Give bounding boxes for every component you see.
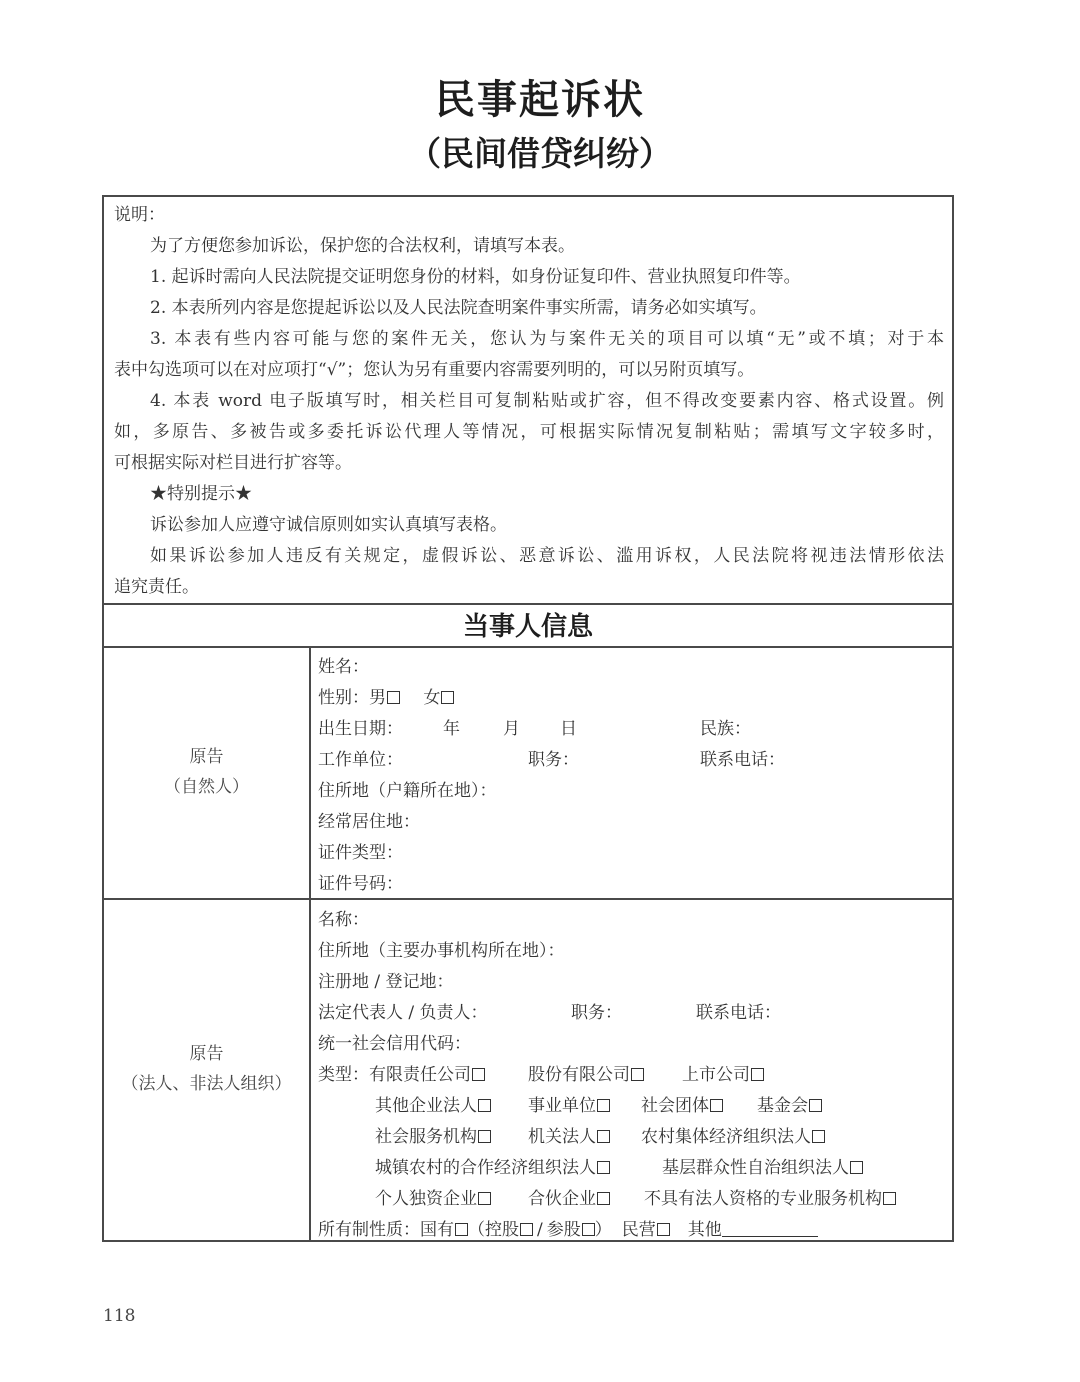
type-social-group-label: 社会团体 xyxy=(641,1096,709,1116)
party-label-legal-sub: （法人、非法人组织） xyxy=(121,1074,292,1094)
type-llc-label: 有限责任公司 xyxy=(369,1065,471,1085)
ownership-participating-checkbox[interactable] xyxy=(582,1223,595,1236)
party-label-legal xyxy=(104,1039,309,1099)
ownership-controlling-checkbox[interactable] xyxy=(520,1223,533,1236)
type-sole-proprietorship xyxy=(375,1184,491,1209)
type-urban-rural-coop-checkbox[interactable] xyxy=(597,1161,610,1174)
type-grassroots xyxy=(662,1153,863,1178)
page-number: 118 xyxy=(103,1306,136,1326)
instructions-item-3a: 3. 本表有些内容可能与您的案件无关，您认为与案件无关的项目可以填“无”或不填；对于本 xyxy=(150,329,944,349)
type-urban-rural-coop-label: 城镇农村的合作经济组织法人 xyxy=(375,1158,596,1178)
type-joint-stock-label: 股份有限公司 xyxy=(528,1065,630,1085)
ownership-state-checkbox[interactable] xyxy=(455,1223,468,1236)
legal-phone-field[interactable]: 联系电话： xyxy=(696,1003,781,1023)
type-public-institution-checkbox[interactable] xyxy=(597,1099,610,1112)
ownership-close-paren: ） xyxy=(594,1220,612,1240)
type-professional-service-label: 不具有法人资格的专业服务机构 xyxy=(644,1189,882,1209)
instructions-heading: 说明： xyxy=(114,205,165,225)
type-government-checkbox[interactable] xyxy=(597,1130,610,1143)
column-divider xyxy=(309,900,311,1242)
ownership-label: 所有制性质： xyxy=(318,1220,420,1240)
legal-credit-code-field[interactable]: 统一社会信用代码： xyxy=(318,1034,471,1054)
type-partnership xyxy=(528,1184,610,1209)
party-label-natural-sub: （自然人） xyxy=(164,777,249,797)
natural-domicile-field[interactable]: 住所地（户籍所在地）： xyxy=(318,781,497,801)
legal-domicile-field[interactable]: 住所地（主要办事机构所在地）： xyxy=(318,941,565,961)
natural-id-number-field[interactable]: 证件号码： xyxy=(318,874,403,894)
instructions-item-4a: 4. 本表 word 电子版填写时，相关栏目可复制粘贴或扩容，但不得改变要素内容、格式设置。例 xyxy=(150,391,944,411)
type-public-institution xyxy=(528,1091,610,1116)
special-notice-1: 诉讼参加人应遵守诚信原则如实认真填写表格。 xyxy=(150,515,507,535)
type-social-service xyxy=(375,1122,491,1147)
type-other-enterprise-label: 其他企业法人 xyxy=(375,1096,477,1116)
type-social-group-checkbox[interactable] xyxy=(710,1099,723,1112)
ownership-controlling-label: 控股 xyxy=(485,1220,519,1240)
legal-type-row-1 xyxy=(318,1060,485,1085)
type-social-service-label: 社会服务机构 xyxy=(375,1127,477,1147)
section-title: 当事人信息 xyxy=(462,612,593,642)
type-social-service-checkbox[interactable] xyxy=(478,1130,491,1143)
type-foundation xyxy=(757,1091,822,1116)
birth-year-label: 年 xyxy=(443,719,460,739)
type-label: 类型： xyxy=(318,1065,369,1085)
birth-month-label: 月 xyxy=(503,719,520,739)
legal-registration-field[interactable]: 注册地 / 登记地： xyxy=(318,972,454,992)
type-listed-label: 上市公司 xyxy=(682,1065,750,1085)
type-public-institution-label: 事业单位 xyxy=(528,1096,596,1116)
instructions-item-2: 2. 本表所列内容是您提起诉讼以及人民法院查明案件事实所需，请务必如实填写。 xyxy=(150,298,767,318)
form-frame xyxy=(102,195,954,1242)
type-joint-stock xyxy=(528,1060,644,1085)
type-rural-collective-label: 农村集体经济组织法人 xyxy=(641,1127,811,1147)
divider xyxy=(104,646,952,648)
type-listed xyxy=(682,1060,764,1085)
divider xyxy=(104,898,952,900)
ownership-other-input[interactable] xyxy=(722,1220,818,1237)
type-other-enterprise xyxy=(375,1091,491,1116)
type-joint-stock-checkbox[interactable] xyxy=(631,1068,644,1081)
type-partnership-checkbox[interactable] xyxy=(597,1192,610,1205)
type-listed-checkbox[interactable] xyxy=(751,1068,764,1081)
type-rural-collective-checkbox[interactable] xyxy=(812,1130,825,1143)
type-sole-proprietorship-label: 个人独资企业 xyxy=(375,1189,477,1209)
natural-birth-field[interactable]: 出生日期： xyxy=(318,719,403,739)
type-professional-service-checkbox[interactable] xyxy=(883,1192,896,1205)
ownership-other-label: 其他 xyxy=(687,1220,722,1240)
natural-position-field[interactable]: 职务： xyxy=(528,750,579,770)
natural-employer-field[interactable]: 工作单位： xyxy=(318,750,403,770)
type-urban-rural-coop xyxy=(375,1153,610,1178)
party-label-legal-title: 原告 xyxy=(189,1044,224,1064)
special-notice-2a: 如果诉讼参加人违反有关规定，虚假诉讼、恶意诉讼、滥用诉权，人民法院将视违法情形依法 xyxy=(150,546,944,566)
divider xyxy=(104,603,952,605)
party-label-natural xyxy=(104,742,309,802)
natural-name-field[interactable]: 姓名： xyxy=(318,657,369,677)
type-partnership-label: 合伙企业 xyxy=(528,1189,596,1209)
instructions-item-1: 1. 起诉时需向人民法院提交证明您身份的材料，如身份证复印件、营业执照复印件等。 xyxy=(150,267,801,287)
male-checkbox[interactable] xyxy=(387,691,400,704)
type-grassroots-checkbox[interactable] xyxy=(850,1161,863,1174)
type-government-label: 机关法人 xyxy=(528,1127,596,1147)
ownership-participating-label: 参股 xyxy=(546,1220,581,1240)
ownership-row xyxy=(318,1215,818,1240)
type-social-group xyxy=(641,1091,723,1116)
document-subtitle: （民间借贷纠纷） xyxy=(408,134,672,173)
natural-residence-field[interactable]: 经常居住地： xyxy=(318,812,420,832)
natural-ethnicity-field[interactable]: 民族： xyxy=(700,719,751,739)
type-professional-service xyxy=(644,1184,896,1209)
special-notice-2b: 追究责任。 xyxy=(114,577,199,597)
instructions-item-4b: 如，多原告、多被告或多委托诉讼代理人等情况，可根据实际情况复制粘贴；需填写文字较多时， xyxy=(114,422,944,442)
legal-name-field[interactable]: 名称： xyxy=(318,910,369,930)
type-foundation-label: 基金会 xyxy=(757,1096,808,1116)
natural-id-type-field[interactable]: 证件类型： xyxy=(318,843,403,863)
type-sole-proprietorship-checkbox[interactable] xyxy=(478,1192,491,1205)
party-label-natural-title: 原告 xyxy=(189,747,224,767)
column-divider xyxy=(309,648,311,898)
female-label: 女 xyxy=(423,688,441,708)
legal-representative-field[interactable]: 法定代表人 / 负责人： xyxy=(318,1003,488,1023)
type-llc-checkbox[interactable] xyxy=(472,1068,485,1081)
ownership-open-paren: （ xyxy=(468,1220,485,1240)
instructions-intro: 为了方便您参加诉讼，保护您的合法权利，请填写本表。 xyxy=(150,236,575,256)
birth-day-label: 日 xyxy=(560,719,577,739)
natural-phone-field[interactable]: 联系电话： xyxy=(700,750,785,770)
gender-label: 性别：男 xyxy=(318,688,386,708)
ownership-slash: / xyxy=(537,1220,543,1240)
ownership-private-label: 民营 xyxy=(621,1220,656,1240)
type-rural-collective xyxy=(641,1122,825,1147)
type-government xyxy=(528,1122,610,1147)
type-foundation-checkbox[interactable] xyxy=(809,1099,822,1112)
type-grassroots-label: 基层群众性自治组织法人 xyxy=(662,1158,849,1178)
legal-position-field[interactable]: 职务： xyxy=(571,1003,622,1023)
special-notice-heading: ★特别提示★ xyxy=(150,484,252,504)
instructions-item-4c: 可根据实际对栏目进行扩容等。 xyxy=(114,453,352,473)
instructions-item-3b: 表中勾选项可以在对应项打“√”；您认为另有重要内容需要列明的，可以另附页填写。 xyxy=(114,360,755,380)
ownership-private-checkbox[interactable] xyxy=(657,1223,670,1236)
type-other-enterprise-checkbox[interactable] xyxy=(478,1099,491,1112)
ownership-state-label: 国有 xyxy=(420,1220,454,1240)
natural-gender-field xyxy=(318,683,454,708)
document-title: 民事起诉状 xyxy=(435,77,645,123)
female-checkbox[interactable] xyxy=(441,691,454,704)
instructions-box xyxy=(106,197,950,603)
